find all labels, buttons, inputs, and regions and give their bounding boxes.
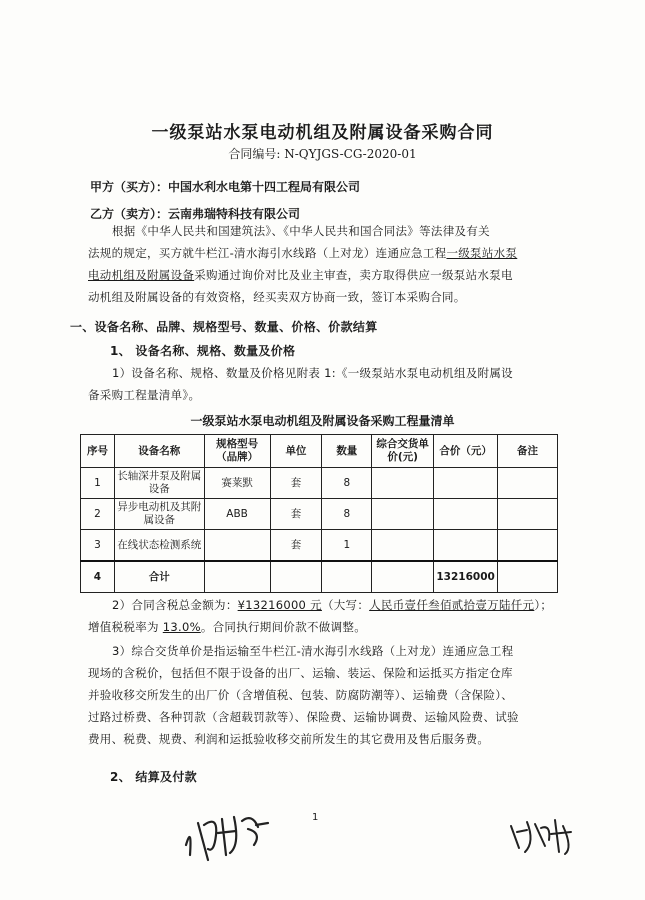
table-row: 1 长轴深井泵及附属设备 赛莱默 套 8	[81, 468, 558, 499]
intro-line-3: 电动机组及附属设备采购通过询价对比及业主审查，卖方取得供应一级泵站水泵电	[88, 268, 513, 282]
page-title: 一级泵站水泵电动机组及附属设备采购合同	[151, 123, 494, 143]
signature-right	[505, 812, 585, 862]
header-cell: 综合交货单价(元)	[372, 435, 434, 468]
intro-paragraph	[88, 220, 558, 308]
section-1-heading: 一、设备名称、品牌、规格型号、数量、价格、价款结算	[70, 320, 378, 334]
table-row: 2 异步电动机及其附属设备 ABB 套 8	[81, 499, 558, 530]
table-total-row: 4 合计 13216000	[81, 561, 558, 593]
item-3-text: 3）综合交货单价是指运输至牛栏江-清水海引水线路（上对龙）连通应急工程 现场的含税价，包括但不限于设备的出厂、运输、装运、保险和运抵买方指定仓库 并验收移交所发生的出厂价（含增值税、包装、防腐防潮等）、运输费（含保险）、 过路过桥费、各种罚款（含超载罚款等）、保险费、运输协调费、运输风险费、试验 费用、税费、规费、利润和运抵验收移交前所发生的其它费用及售后服务费。	[88, 644, 519, 746]
total-amount-words: 人民币壹仟叁佰贰拾壹万陆仟元	[369, 598, 535, 612]
item-2-text: 2）合同含税总金额为：¥13216000 元（大写：人民币壹仟叁佰贰拾壹万陆仟元）； 增值税税率为 13.0%。合同执行期间价款不做调整。	[88, 598, 553, 634]
header-cell: 规格型号（品牌）	[204, 435, 270, 468]
contract-number: 合同编号: N-QYJGS-CG-2020-01	[228, 147, 417, 161]
subsection-1-heading: 1、 设备名称、规格、数量及价格	[110, 344, 296, 358]
intro-line-4: 动机组及附属设备的有效资格，经买卖双方协商一致，签订本采购合同。	[88, 290, 466, 304]
header-cell: 设备名称	[114, 435, 204, 468]
party-b: 乙方（卖方）：云南弗瑞特科技有限公司	[90, 207, 301, 221]
header-cell: 单位	[270, 435, 322, 468]
header-cell: 备注	[498, 435, 558, 468]
signature-left	[178, 805, 278, 865]
subsection-2-heading: 2、 结算及付款	[110, 770, 197, 784]
header-cell: 序号	[81, 435, 115, 468]
table-row: 3 在线状态检测系统 套 1	[81, 530, 558, 562]
intro-line-1: 根据《中华人民共和国建筑法》、《中华人民共和国合同法》等法律及有关	[112, 224, 490, 238]
page-number: 1	[312, 812, 319, 823]
vat-rate: 13.0%	[162, 620, 201, 634]
party-a: 甲方（买方）：中国水利水电第十四工程局有限公司	[90, 180, 361, 194]
total-amount: 13216000	[434, 561, 498, 593]
equipment-name-underlined: 电动机组及附属设备	[88, 268, 195, 282]
header-cell: 数量	[322, 435, 372, 468]
items-table	[80, 434, 558, 593]
table-header-row	[81, 435, 558, 468]
item-1-text: 1）设备名称、规格、数量及价格见附表 1:《一级泵站水泵电动机组及附属设 备采购工程量清单》。	[88, 366, 513, 402]
total-amount-figure: ¥13216000 元	[237, 598, 322, 612]
project-name-underlined: 一级泵站水泵	[446, 246, 518, 260]
header-cell: 合价（元）	[434, 435, 498, 468]
intro-line-2: 法规的规定，买方就牛栏江-清水海引水线路（上对龙）连通应急工程一级泵站水泵	[88, 246, 518, 260]
table-title: 一级泵站水泵电动机组及附属设备采购工程量清单	[190, 414, 455, 428]
